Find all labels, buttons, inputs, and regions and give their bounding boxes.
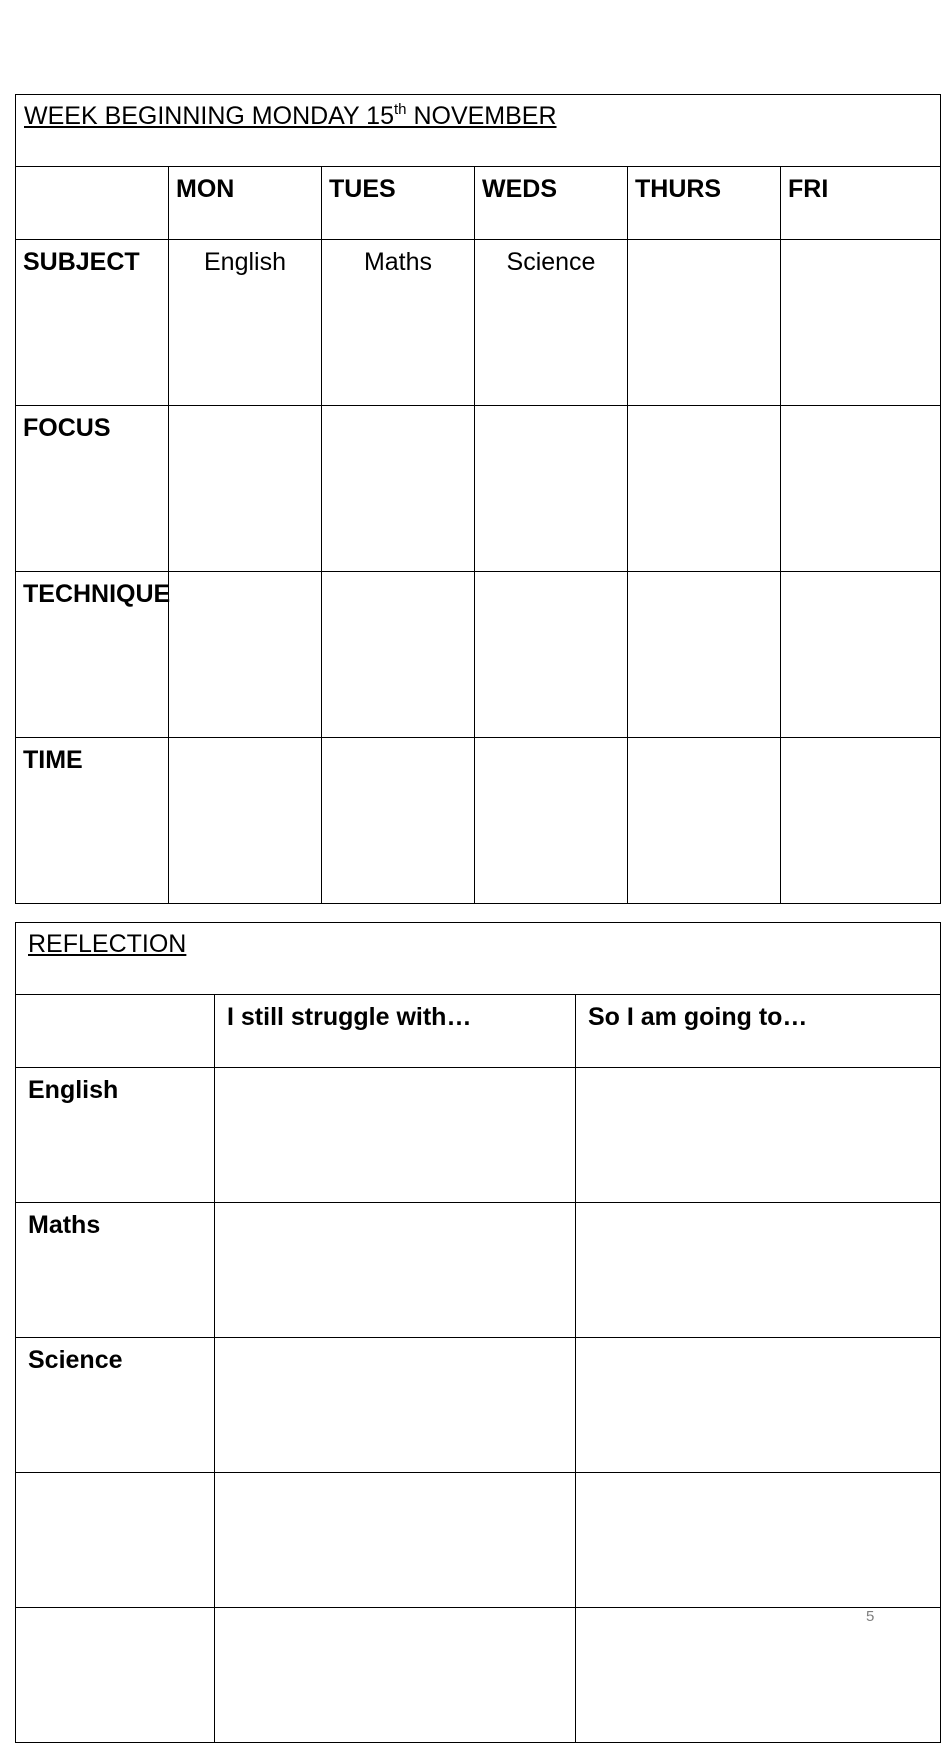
subject-cell-fri[interactable] xyxy=(781,240,941,406)
going-to-cell-english[interactable] xyxy=(576,1068,941,1203)
reflection-label-maths: Maths xyxy=(16,1203,215,1338)
day-header-fri: FRI xyxy=(781,167,941,240)
page-number: 5 xyxy=(866,1608,875,1625)
subject-cell-weds[interactable]: Science xyxy=(475,240,628,406)
reflection-table xyxy=(15,922,941,1743)
focus-cell-tues[interactable] xyxy=(322,406,475,572)
technique-cell-thurs[interactable] xyxy=(628,572,781,738)
day-header-mon: MON xyxy=(169,167,322,240)
time-cell-fri[interactable] xyxy=(781,738,941,904)
subject-cell-thurs[interactable] xyxy=(628,240,781,406)
struggle-cell-maths[interactable] xyxy=(215,1203,576,1338)
going-to-cell-blank-2[interactable] xyxy=(576,1608,941,1743)
reflection-row-blank-2 xyxy=(16,1608,941,1743)
reflection-row-blank-1 xyxy=(16,1473,941,1608)
reflection-label-blank-1[interactable] xyxy=(16,1473,215,1608)
reflection-corner-cell xyxy=(16,995,215,1068)
going-to-cell-science[interactable] xyxy=(576,1338,941,1473)
going-to-cell-blank-1[interactable] xyxy=(576,1473,941,1608)
struggle-cell-blank-2[interactable] xyxy=(215,1608,576,1743)
time-cell-thurs[interactable] xyxy=(628,738,781,904)
planner-row-technique xyxy=(16,572,941,738)
time-cell-weds[interactable] xyxy=(475,738,628,904)
day-header-thurs: THURS xyxy=(628,167,781,240)
header-still-struggle: I still struggle with… xyxy=(215,995,576,1068)
going-to-cell-maths[interactable] xyxy=(576,1203,941,1338)
struggle-cell-english[interactable] xyxy=(215,1068,576,1203)
planner-title-sup: th xyxy=(393,101,407,118)
subject-cell-mon[interactable]: English xyxy=(169,240,322,406)
reflection-label-english: English xyxy=(16,1068,215,1203)
time-cell-mon[interactable] xyxy=(169,738,322,904)
corner-cell xyxy=(16,167,169,240)
header-going-to: So I am going to… xyxy=(576,995,941,1068)
row-label-time: TIME xyxy=(16,738,169,904)
reflection-label-blank-2[interactable] xyxy=(16,1608,215,1743)
reflection-title: REFLECTION xyxy=(16,923,941,995)
technique-cell-weds[interactable] xyxy=(475,572,628,738)
planner-row-focus xyxy=(16,406,941,572)
day-header-tues: TUES xyxy=(322,167,475,240)
technique-cell-tues[interactable] xyxy=(322,572,475,738)
day-header-weds: WEDS xyxy=(475,167,628,240)
planner-row-subject xyxy=(16,240,941,406)
row-label-focus: FOCUS xyxy=(16,406,169,572)
planner-row-time xyxy=(16,738,941,904)
reflection-row-maths xyxy=(16,1203,941,1338)
struggle-cell-blank-1[interactable] xyxy=(215,1473,576,1608)
row-label-subject: SUBJECT xyxy=(16,240,169,406)
struggle-cell-science[interactable] xyxy=(215,1338,576,1473)
reflection-row-english xyxy=(16,1068,941,1203)
focus-cell-mon[interactable] xyxy=(169,406,322,572)
row-label-technique: TECHNIQUE xyxy=(16,572,169,738)
focus-cell-thurs[interactable] xyxy=(628,406,781,572)
technique-cell-fri[interactable] xyxy=(781,572,941,738)
weekly-planner-table xyxy=(15,94,941,904)
focus-cell-fri[interactable] xyxy=(781,406,941,572)
reflection-label-science: Science xyxy=(16,1338,215,1473)
planner-title-suffix: NOVEMBER xyxy=(406,102,557,130)
technique-cell-mon[interactable] xyxy=(169,572,322,738)
planner-title-prefix: WEEK BEGINNING MONDAY 15 xyxy=(24,102,394,130)
focus-cell-weds[interactable] xyxy=(475,406,628,572)
time-cell-tues[interactable] xyxy=(322,738,475,904)
reflection-row-science xyxy=(16,1338,941,1473)
subject-cell-tues[interactable]: Maths xyxy=(322,240,475,406)
planner-title xyxy=(16,95,941,167)
